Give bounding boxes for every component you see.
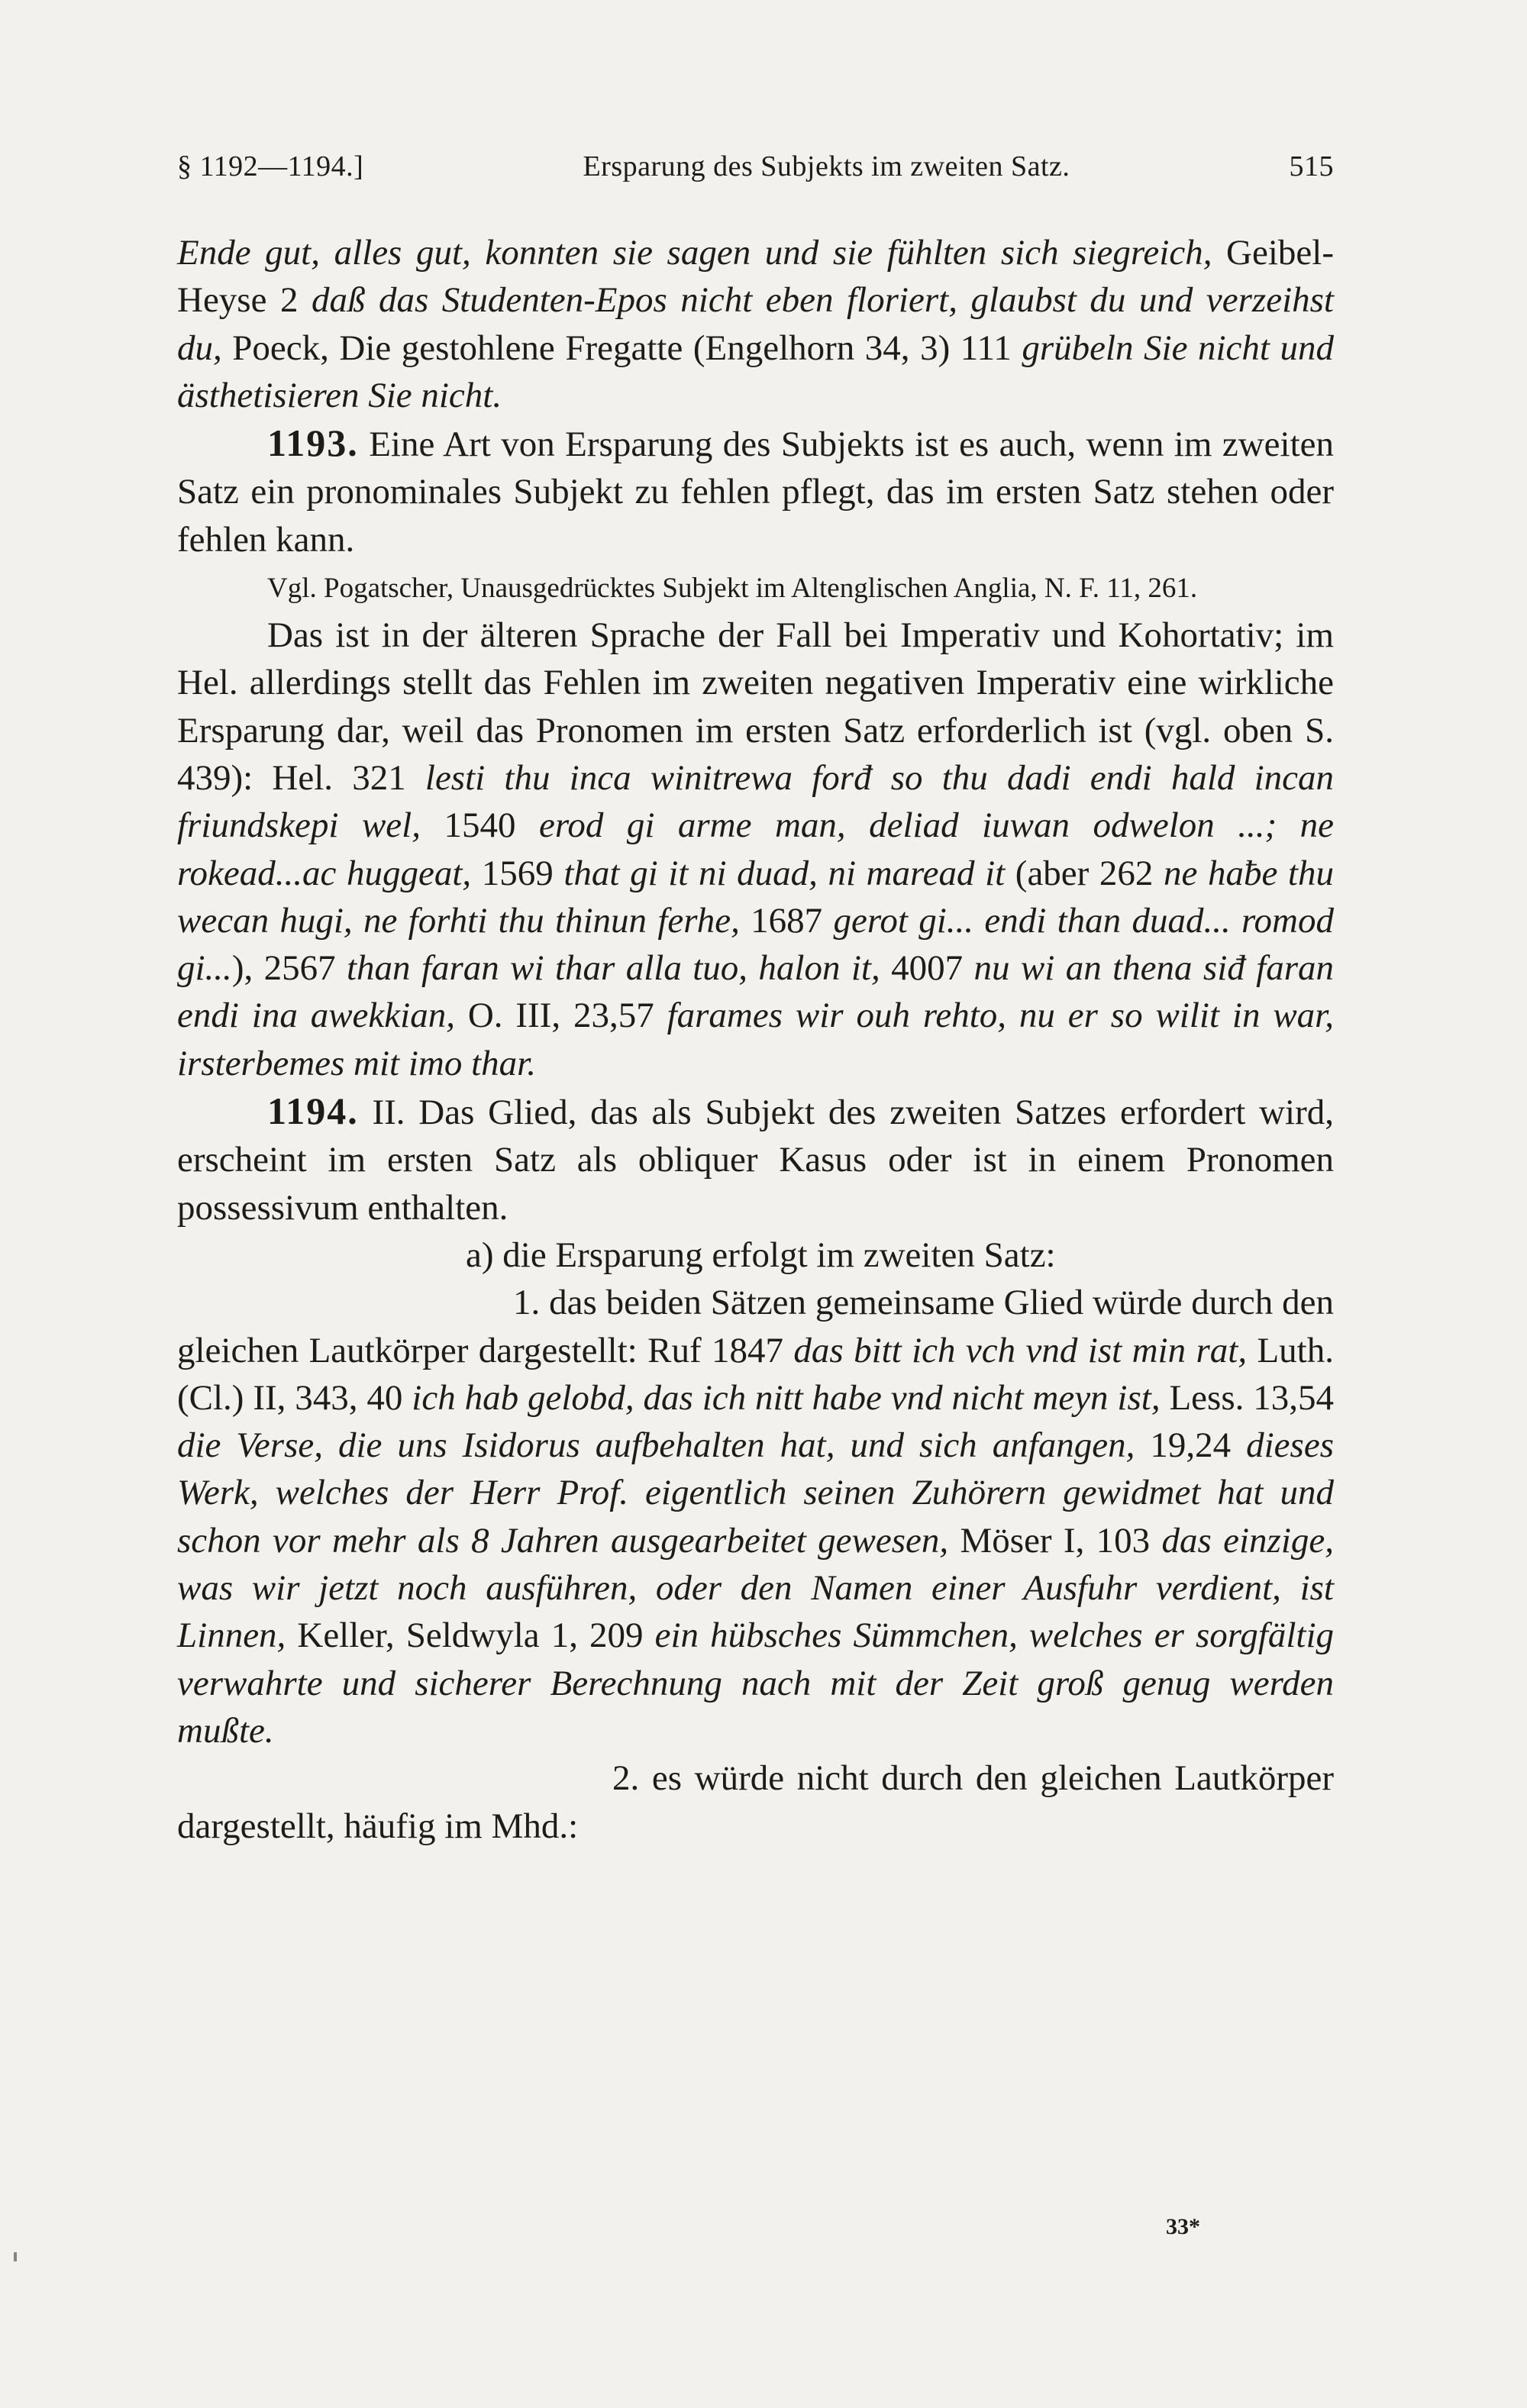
quotation-segment: ne haƀe thu wecan hugi, ne forhti thu thinun ferhe, bbox=[177, 853, 1334, 941]
quotation-segment: erod gi arme man, deliad iuwan odwelon ...; ne rokead...ac huggeat, bbox=[177, 805, 1334, 893]
paragraph bbox=[177, 419, 1334, 563]
paragraph bbox=[177, 1279, 1334, 1754]
quotation-segment: grübeln Sie nicht und ästhetisieren Sie nicht. bbox=[177, 328, 1335, 415]
quotation-segment: nu wi an thena siđ faran endi ina awekkian, bbox=[177, 948, 1335, 1036]
text-segment: Vgl. Pogatscher, Unausgedrücktes Subjekt im Altenglischen Anglia, N. F. 11, 261. bbox=[267, 573, 1198, 605]
paragraph bbox=[177, 612, 1334, 1087]
quotation-segment: farames wir ouh rehto, nu er so wilit in war, irsterbemes mit imo thar. bbox=[177, 996, 1334, 1083]
text-segment: O. III, 23,57 bbox=[454, 996, 667, 1036]
text-segment: 4007 bbox=[880, 948, 974, 989]
text-segment: 1569 bbox=[471, 853, 564, 893]
text-segment: Keller, Seldwyla 1, 209 bbox=[286, 1616, 655, 1656]
text-segment: Das ist in der älteren Sprache der Fall bei Imperativ und Kohortativ; im Hel. allerdings stellt das Fehlen im zweiten negativen Imperativ eine wirkliche Ersparung dar, weil das Pronomen im ersten Satz erforderlich ist (vgl. oben S. 439): Hel. 321 bbox=[177, 615, 1334, 798]
text-segment: 1. das beiden Sätzen gemeinsame Glied würde durch den gleichen Lautkörper dargestellt: Ruf 1847 bbox=[177, 1283, 1334, 1370]
text-segment: Eine Art von Ersparung des Subjekts ist es auch, wenn im zweiten Satz ein pronominales Subjekt zu fehlen pflegt, das im ersten Satz stehen oder fehlen kann. bbox=[177, 424, 1334, 560]
paragraph bbox=[177, 1754, 1334, 1850]
paragraph bbox=[177, 1231, 1334, 1279]
margin-mark bbox=[14, 2252, 17, 2261]
paragraph bbox=[177, 571, 1334, 605]
text-segment: 1687 bbox=[739, 900, 834, 941]
text-segment: ), 2567 bbox=[231, 948, 347, 989]
header-title: Ersparung des Subjekts im zweiten Satz. bbox=[583, 150, 1070, 182]
quotation-segment: Ende gut, alles gut, konnten sie sagen und sie fühlten sich siegreich, bbox=[177, 233, 1212, 273]
body-text bbox=[177, 229, 1334, 1850]
quotation-segment: die Verse, die uns Isidorus aufbehalten hat, und sich anfangen, bbox=[177, 1425, 1135, 1466]
text-segment: 1540 bbox=[420, 805, 539, 846]
quotation-segment: gerot gi... endi than duad... romod gi... bbox=[177, 900, 1334, 989]
quotation-segment: dieses Werk, welches der Herr Prof. eigentlich seinen Zuhörern gewidmet hat und schon vor mehr als 8 Jahren ausgearbeitet gewesen, bbox=[177, 1425, 1334, 1561]
text-segment: Möser I, 103 bbox=[948, 1520, 1162, 1561]
section-number: 1194. bbox=[267, 1089, 359, 1133]
quotation-segment: das bitt ich vch vnd ist min rat, bbox=[793, 1330, 1248, 1370]
quotation-segment: daß das Studenten-Epos nicht eben floriert, glaubst du und verzeihst du, bbox=[177, 280, 1334, 368]
paragraph bbox=[177, 229, 1334, 419]
text-segment: II. Das Glied, das als Subjekt des zweiten Satzes erfordert wird, erscheint im ersten Satz als obliquer Kasus oder ist in einem Pronomen possessivum enthalten. bbox=[177, 1093, 1334, 1228]
quotation-segment: that gi it ni duad, ni maread it bbox=[563, 853, 1006, 893]
quotation-segment: lesti thu inca winitrewa forđ so thu dadi endi hald incan friundskepi wel, bbox=[177, 757, 1334, 846]
section-number: 1193. bbox=[267, 421, 359, 465]
section-range: § 1192—1194.] bbox=[177, 150, 364, 182]
text-segment: Geibel-Heyse 2 bbox=[177, 233, 1334, 321]
paragraph bbox=[177, 1087, 1334, 1231]
quotation-segment: than faran wi thar alla tuo, halon it, bbox=[347, 948, 880, 989]
text-segment: (aber 262 bbox=[1005, 853, 1164, 893]
text-segment: 19,24 bbox=[1135, 1425, 1247, 1466]
text-segment: Luth. (Cl.) II, 343, 40 bbox=[177, 1330, 1334, 1418]
signature-mark: 33* bbox=[1166, 2214, 1200, 2239]
running-header bbox=[177, 150, 1334, 183]
quotation-segment: das einzige, was wir jetzt noch ausführen, oder den Namen einer Ausfuhr verdient, ist Linnen, bbox=[177, 1520, 1334, 1656]
quotation-segment: ein hübsches Sümmchen, welches er sorgfältig verwahrte und sicherer Berechnung nach mit der Zeit groß genug werden mußte. bbox=[177, 1616, 1335, 1751]
text-segment: Poeck, Die gestohlene Fregatte (Engelhorn 34, 3) 111 bbox=[221, 328, 1022, 368]
text-segment: a) die Ersparung erfolgt im zweiten Satz: bbox=[466, 1235, 1056, 1275]
text-segment: Less. 13,54 bbox=[1160, 1377, 1335, 1418]
text-segment: 2. es würde nicht durch den gleichen Lautkörper dargestellt, häufig im Mhd.: bbox=[177, 1758, 1334, 1846]
quotation-segment: ich hab gelobd, das ich nitt habe vnd nicht meyn ist, bbox=[412, 1377, 1161, 1418]
page-number: 515 bbox=[1289, 150, 1334, 182]
